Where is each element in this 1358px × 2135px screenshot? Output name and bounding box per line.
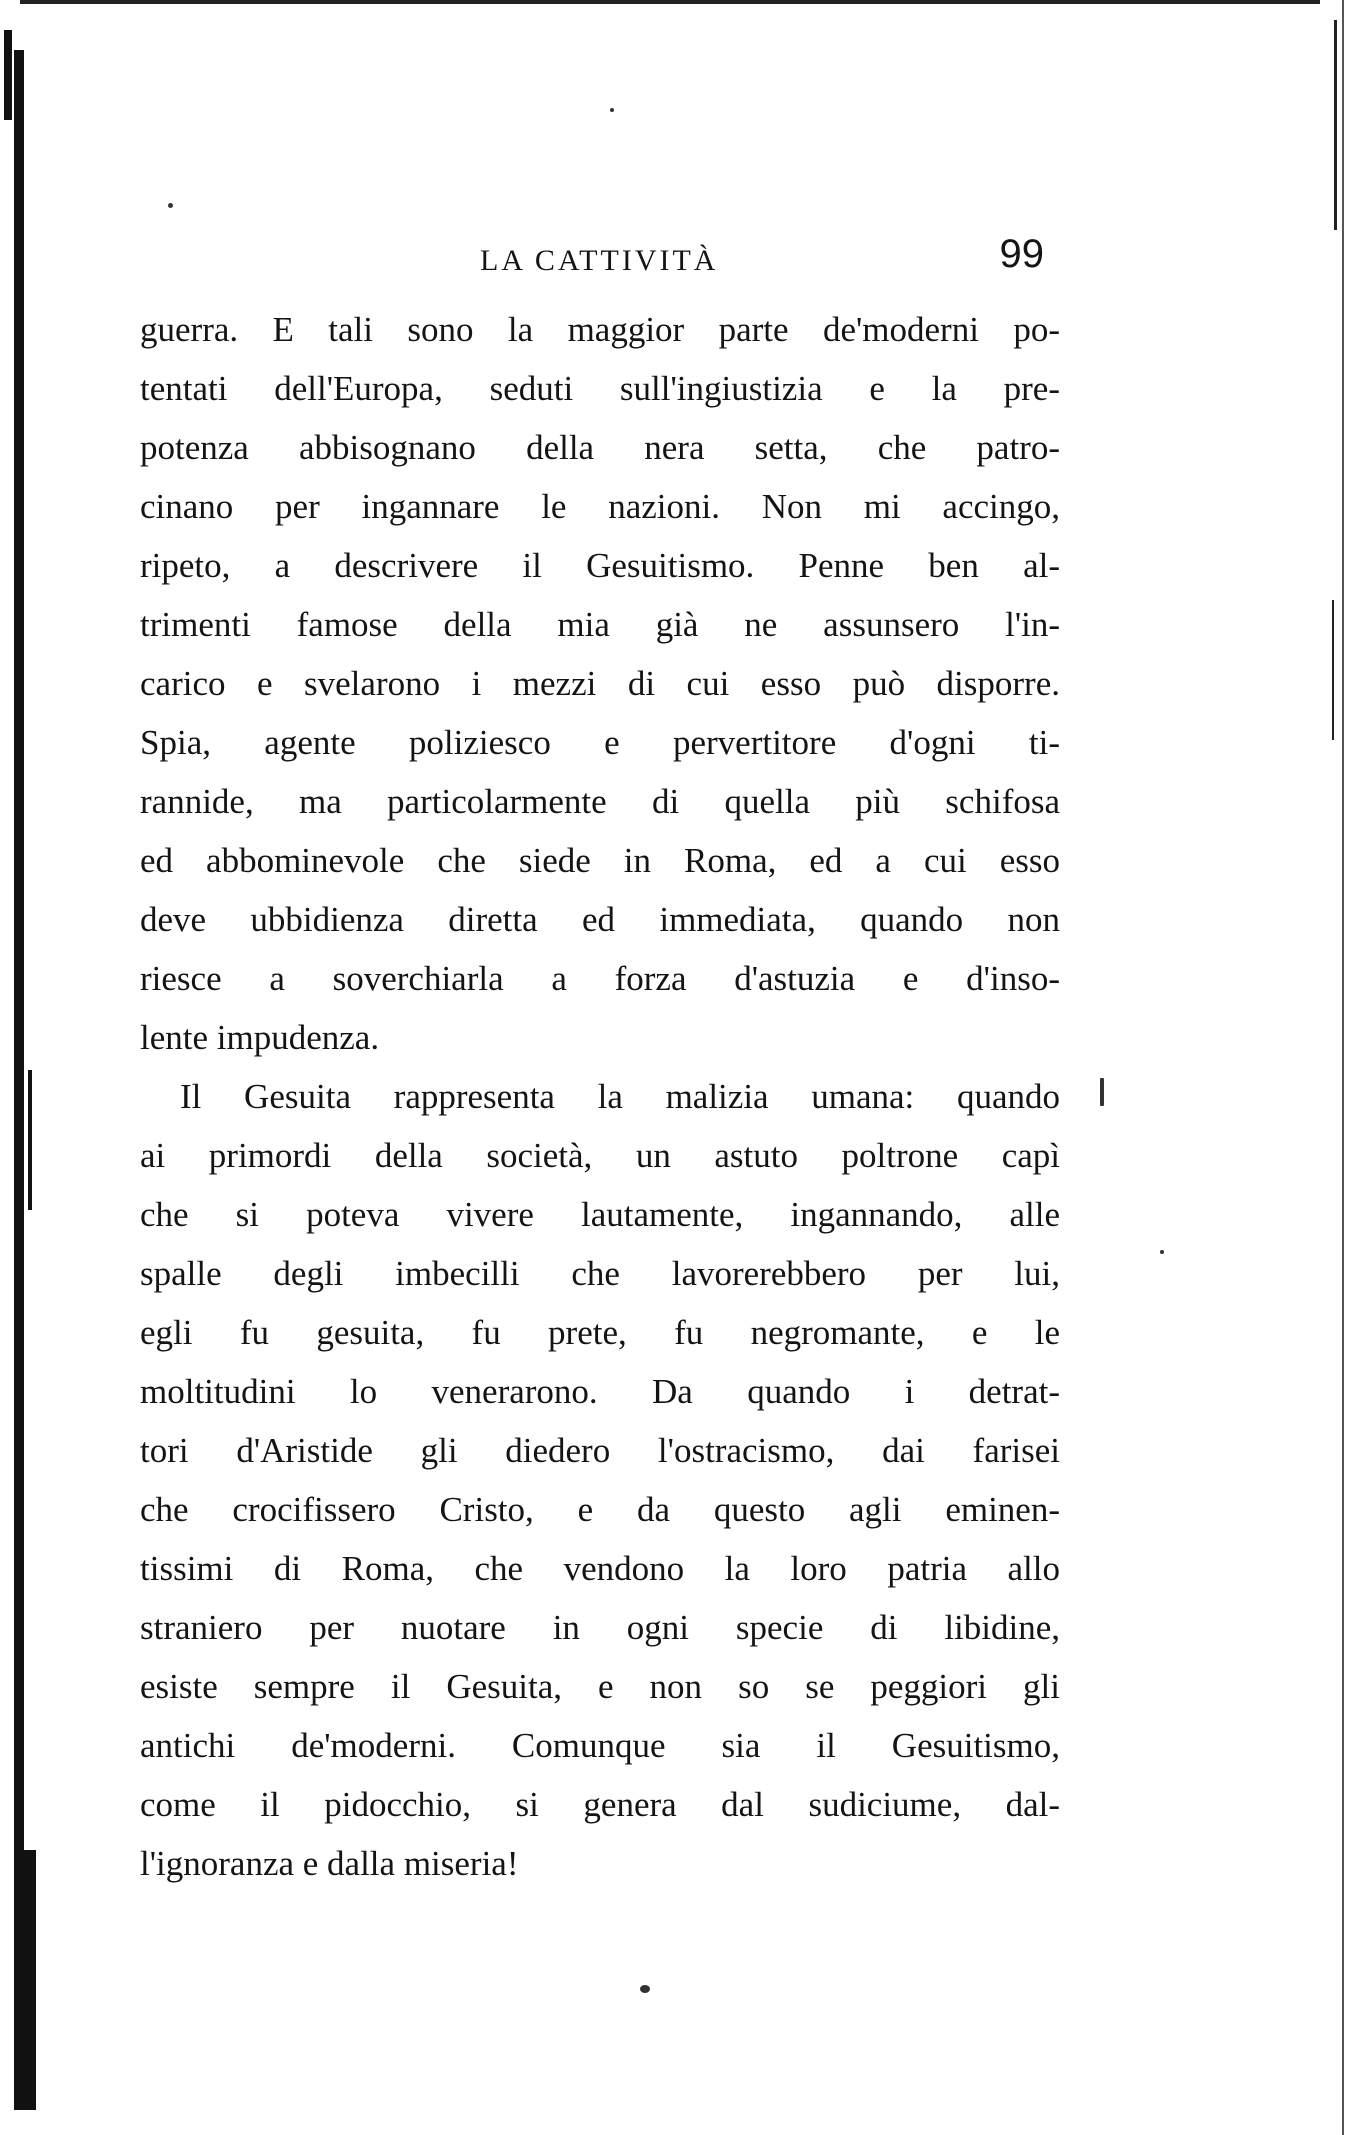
text-line: che si poteva vivere lautamente, ingannando, alle [140, 1195, 1060, 1234]
paragraph [140, 300, 1060, 1067]
text-line: guerra. E tali sono la maggior parte de'moderni po- [140, 310, 1060, 349]
text-line: riesce a soverchiarla a forza d'astuzia e d'inso- [140, 959, 1060, 998]
text-line: potenza abbisognano della nera setta, che patro- [140, 428, 1060, 467]
text-line: Il Gesuita rappresenta la malizia umana: quando [180, 1077, 1060, 1116]
text-line: tissimi di Roma, che vendono la loro patria allo [140, 1549, 1060, 1588]
text-line: rannide, ma particolarmente di quella più schifosa [140, 782, 1060, 821]
scan-left-edge [0, 30, 46, 2135]
text-line: tentati dell'Europa, seduti sull'ingiustizia e la pre- [140, 369, 1060, 408]
scan-right-edge [1328, 0, 1358, 2135]
body-text [140, 300, 1060, 1893]
text-line: straniero per nuotare in ogni specie di libidine, [140, 1608, 1060, 1647]
text-line: deve ubbidienza diretta ed immediata, quando non [140, 900, 1060, 939]
text-line: ai primordi della società, un astuto poltrone capì [140, 1136, 1060, 1175]
text-line: esiste sempre il Gesuita, e non so se peggiori gli [140, 1667, 1060, 1706]
text-line: lente impudenza. [140, 1018, 380, 1057]
page-header [140, 232, 1060, 292]
running-head: LA CATTIVITÀ [480, 244, 719, 277]
scan-speck [640, 1985, 650, 1993]
scan-speck [1100, 1078, 1104, 1106]
scan-speck [610, 108, 614, 112]
page-number: 99 [999, 232, 1044, 276]
text-line: l'ignoranza e dalla miseria! [140, 1844, 519, 1883]
text-line: che crocifissero Cristo, e da questo agli eminen- [140, 1490, 1060, 1529]
text-line: moltitudini lo venerarono. Da quando i detrat- [140, 1372, 1060, 1411]
text-line: carico e svelarono i mezzi di cui esso può disporre. [140, 664, 1060, 703]
scan-speck [1160, 1250, 1164, 1254]
text-line: cinano per ingannare le nazioni. Non mi accingo, [140, 487, 1060, 526]
scan-top-edge [20, 0, 1320, 14]
paragraph [140, 1067, 1060, 1893]
text-line: Spia, agente poliziesco e pervertitore d'ogni ti- [140, 723, 1060, 762]
text-line: trimenti famose della mia già ne assunsero l'in- [140, 605, 1060, 644]
text-line: come il pidocchio, si genera dal sudiciume, dal- [140, 1785, 1060, 1824]
text-line: egli fu gesuita, fu prete, fu negromante, e le [140, 1313, 1060, 1352]
text-line: ed abbominevole che siede in Roma, ed a cui esso [140, 841, 1060, 880]
text-line: antichi de'moderni. Comunque sia il Gesuitismo, [140, 1726, 1060, 1765]
scan-speck [168, 203, 173, 208]
text-line: spalle degli imbecilli che lavorerebbero per lui, [140, 1254, 1060, 1293]
text-line: ripeto, a descrivere il Gesuitismo. Penne ben al- [140, 546, 1060, 585]
text-line: tori d'Aristide gli diedero l'ostracismo, dai farisei [140, 1431, 1060, 1470]
